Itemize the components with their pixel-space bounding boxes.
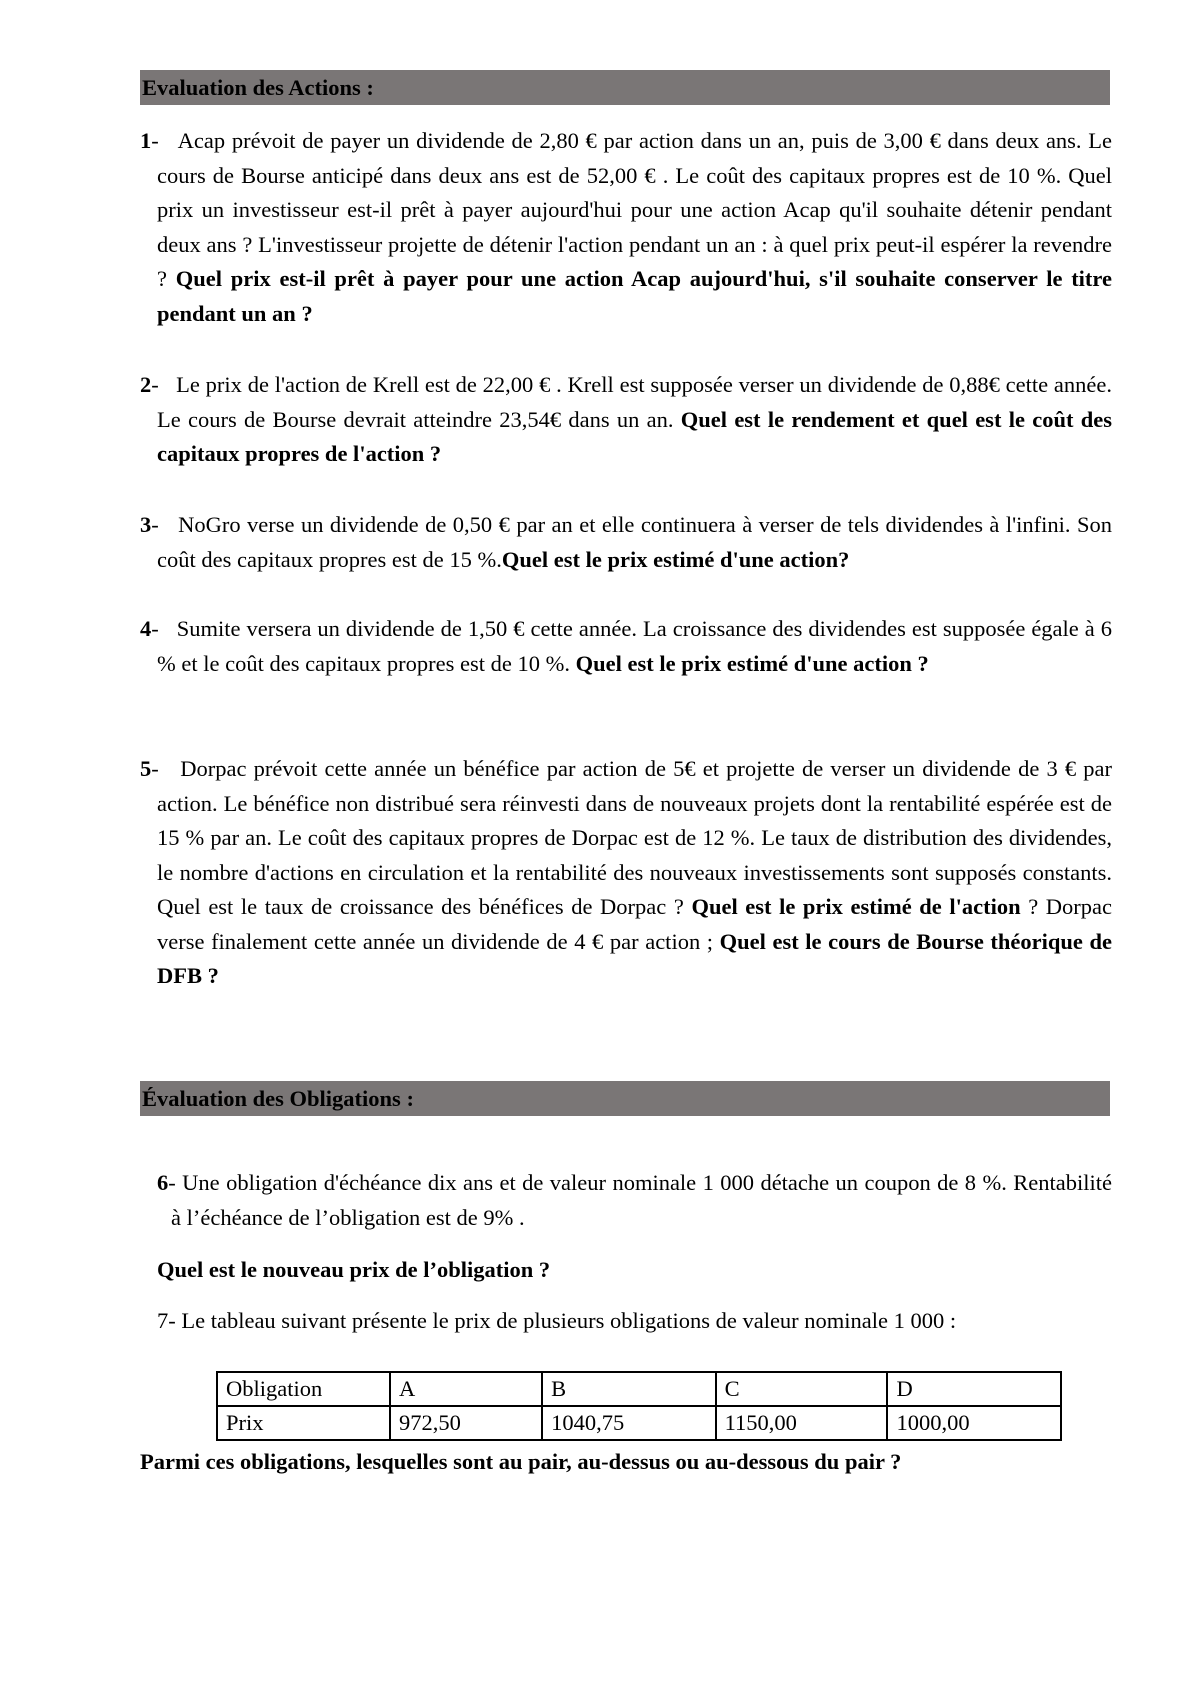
- table-cell: Obligation: [217, 1372, 390, 1406]
- question-text: - Une obligation d'échéance dix ans et de valeur nominale 1 000 détache un coupon de 8 %. Rentabilité à l’échéance de l’obligation est de 9% .: [168, 1170, 1112, 1230]
- question-text: NoGro verse un dividende de 0,50 € par an et elle continuera à verser de tels dividendes à l'infini. Son coût des capitaux propres est de 15 %.: [157, 512, 1112, 572]
- question-7-ask: Parmi ces obligations, lesquelles sont au pair, au-dessus ou au-dessous du pair ?: [140, 1449, 902, 1474]
- table-cell: 1040,75: [542, 1406, 715, 1440]
- question-number: 6: [157, 1170, 169, 1195]
- table-cell: D: [887, 1372, 1061, 1406]
- question-bold: Quel est le prix estimé de l'action: [691, 894, 1021, 919]
- question-2: 2- Le prix de l'action de Krell est de 22,00 € . Krell est supposée verser un dividende de 0,88€ cette année. Le cours de Bourse devrait atteindre 23,54€ dans un an. Quel est le rendement et quel est le coût des capitaux propres de l'action ?: [140, 372, 1113, 466]
- question-text: Dorpac prévoit cette année un bénéfice par action de 5€ et projette de verser un dividende de 3 € par action. Le bénéfice non distribué sera réinvesti dans de nouveaux projets dont la rentabilité espérée est de 15 % par an. Le coût des capitaux propres de Dorpac est de 12 %. Le taux de distribution des dividendes, le nombre d'actions en circulation et la rentabilité des nouveaux investissements sont supposés constants. Quel est le taux de croissance des bénéfices de Dorpac ?: [157, 756, 1112, 919]
- table-cell: B: [542, 1372, 715, 1406]
- question-number: 1: [140, 128, 152, 153]
- question-bold: Quel prix est-il prêt à payer pour une action Acap aujourd'hui, s'il souhaite conserver le titre pendant un an ?: [157, 266, 1112, 326]
- question-number: 2: [140, 372, 152, 397]
- question-bold: Quel est le prix estimé d'une action ?: [575, 650, 929, 676]
- question-5: 5- Dorpac prévoit cette année un bénéfice par action de 5€ et projette de verser un dividende de 3 € par action. Le bénéfice non distribué sera réinvesti dans de nouveaux projets dont la rentabilité espérée est de 15 % par an. Le coût des capitaux propres de Dorpac est de 12 %. Le taux de distribution des dividendes, le nombre d'actions en circulation et la rentabilité des nouveaux investissements sont supposés constants. Quel est le taux de croissance des bénéfices de Dorpac ? Quel est le prix estimé de l'action ? Dorpac verse finalement cette année un dividende de 4 € par action ; Quel est le cours de Bourse théorique de DFB ?: [140, 756, 1112, 988]
- question-bold: Quel est le prix estimé d'une action?: [501, 546, 850, 572]
- actions-section-header: Evaluation des Actions :: [140, 70, 1110, 105]
- table-cell: 1150,00: [716, 1406, 888, 1440]
- question-number: 3: [140, 512, 152, 537]
- question-number: 4: [140, 616, 152, 641]
- question-bold: Quel est le rendement et quel est le coût des capitaux propres de l'action ?: [157, 406, 1112, 466]
- table-header-row: [217, 1372, 1061, 1406]
- question-3: 3- NoGro verse un dividende de 0,50 € par an et elle continuera à verser de tels dividendes à l'infini. Son coût des capitaux propres est de 15 %.Quel est le prix estimé d'une action?: [140, 512, 1112, 572]
- question-text: Le prix de l'action de Krell est de 22,00 € . Krell est supposée verser un dividende de 0,88€ cette année. Le cours de Bourse devrait atteindre 23,54€ dans un an.: [157, 372, 1113, 432]
- question-bold: Quel est le cours de Bourse théorique de DFB ?: [157, 928, 1112, 988]
- table-cell: Prix: [217, 1406, 390, 1440]
- question-text: ? Dorpac verse finalement cette année un dividende de 4 € par action ;: [157, 894, 1112, 954]
- table-row: [217, 1406, 1061, 1440]
- bond-prices-table: [216, 1371, 1062, 1441]
- table-cell: 972,50: [390, 1406, 542, 1440]
- question-6-ask: Quel est le nouveau prix de l’obligation ?: [157, 1257, 551, 1282]
- question-text: Sumite versera un dividende de 1,50 € cette année. La croissance des dividendes est supposée égale à 6 % et le coût des capitaux propres est de 10 %.: [157, 616, 1112, 676]
- obligations-section-header: Évaluation des Obligations :: [140, 1081, 1110, 1116]
- question-number: 5: [140, 756, 152, 781]
- question-1: 1- Acap prévoit de payer un dividende de 2,80 € par action dans un an, puis de 3,00 € dans deux ans. Le cours de Bourse anticipé dans deux ans est de 52,00 € . Le coût des capitaux propres est de 10 %. Quel prix un investisseur est-il prêt à payer aujourd'hui pour une action Acap qu'il souhaite détenir pendant deux ans ? L'investisseur projette de détenir l'action pendant un an : à quel prix peut-il espérer la revendre ? Quel prix est-il prêt à payer pour une action Acap aujourd'hui, s'il souhaite conserver le titre pendant un an ?: [140, 128, 1113, 326]
- table-cell: A: [390, 1372, 542, 1406]
- question-6: [157, 1166, 1112, 1235]
- question-7-intro: 7- Le tableau suivant présente le prix de plusieurs obligations de valeur nominale 1 000 :: [157, 1308, 957, 1333]
- table-cell: C: [716, 1372, 888, 1406]
- question-text: Acap prévoit de payer un dividende de 2,80 € par action dans un an, puis de 3,00 € dans deux ans. Le cours de Bourse anticipé dans deux ans est de 52,00 € . Le coût des capitaux propres est de 10 %. Quel prix un investisseur est-il prêt à payer aujourd'hui pour une action Acap qu'il souhaite détenir pendant deux ans ? L'investisseur projette de détenir l'action pendant un an : à quel prix peut-il espérer la revendre ?: [157, 128, 1113, 291]
- question-4: 4- Sumite versera un dividende de 1,50 € cette année. La croissance des dividendes est supposée égale à 6 % et le coût des capitaux propres est de 10 %. Quel est le prix estimé d'une action ?: [140, 616, 1112, 676]
- table-cell: 1000,00: [887, 1406, 1061, 1440]
